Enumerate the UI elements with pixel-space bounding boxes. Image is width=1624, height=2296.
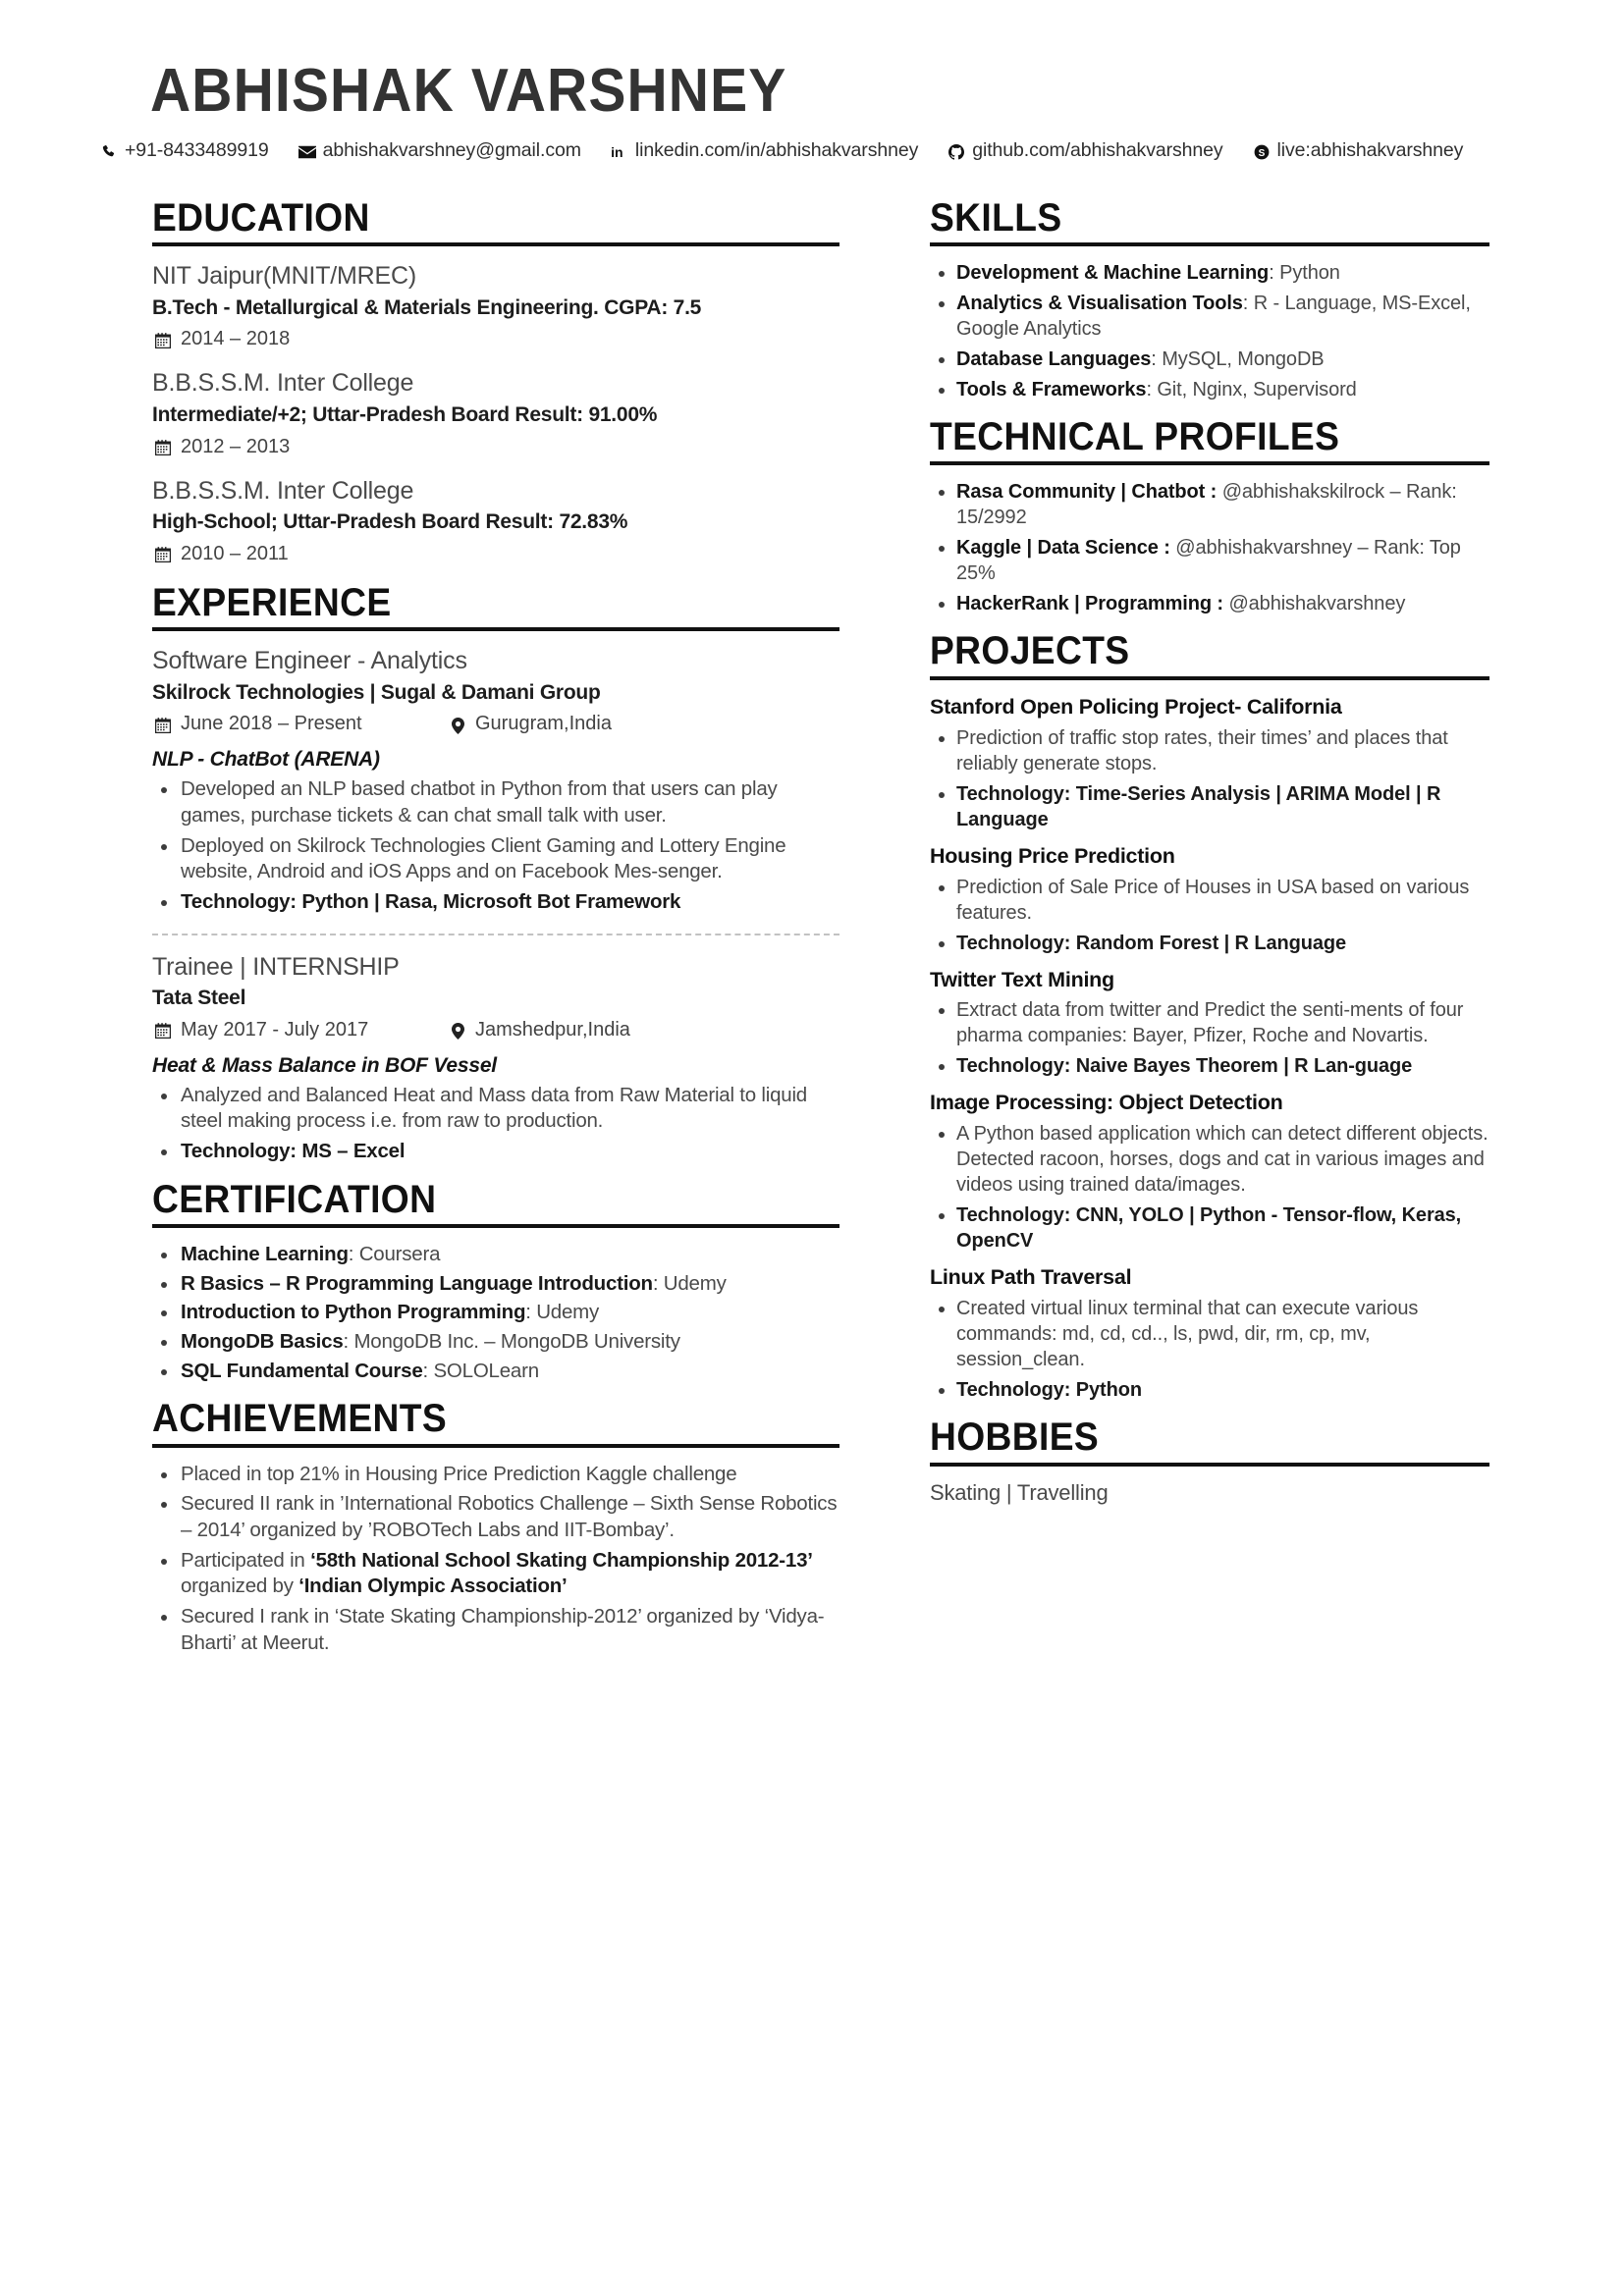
entry-meta <box>152 325 839 353</box>
degree-line: Intermediate/+2; Uttar-Pradesh Board Result: 91.00% <box>152 402 658 426</box>
date-text: June 2018 – Present <box>181 713 362 735</box>
contact-item[interactable] <box>609 137 918 166</box>
list-item: Development & Machine Learning: Python <box>930 260 1489 286</box>
project-title: Housing Price Prediction <box>930 843 1175 868</box>
list-item: MongoDB Basics: MongoDB Inc. – MongoDB University <box>152 1329 839 1356</box>
location-text: Gurugram,India <box>475 713 612 735</box>
list-item: Secured I rank in ‘State Skating Championship-2012’ organized by ‘Vidya-Bharti’ at Meerut. <box>152 1604 839 1656</box>
list-item-label: Analytics & Visualisation Tools <box>956 293 1243 315</box>
section-title-certification: CERTIFICATION <box>152 1177 437 1221</box>
list-item: Technology: MS – Excel <box>152 1139 839 1165</box>
section-education <box>152 197 839 568</box>
list-item: Extract data from twitter and Predict the senti-ments of four pharma companies: Bayer, Pfizer, Roche and Novartis. <box>930 997 1489 1048</box>
list-item: Rasa Community | Chatbot : @abhishakskilrock – Rank: 15/2992 <box>930 479 1489 530</box>
list-item: Technology: CNN, YOLO | Python - Tensor-flow, Keras, OpenCV <box>930 1202 1489 1254</box>
contact-item[interactable] <box>297 137 581 166</box>
phone-icon <box>98 138 120 166</box>
list-item-label: Kaggle | Data Science : <box>956 537 1170 560</box>
contact-item[interactable] <box>98 137 269 166</box>
degree-line: B.Tech - Metallurgical & Materials Engineering. CGPA: 7.5 <box>152 295 702 319</box>
project-bullets <box>930 997 1489 1079</box>
contact-text: github.com/abhishakvarshney <box>972 139 1223 161</box>
list-item: Created virtual linux terminal that can execute various commands: md, cd, cd.., ls, pwd, dir, rm, cp, mv, session_clean. <box>930 1296 1489 1372</box>
section-rule <box>930 242 1489 246</box>
section-achievements <box>152 1398 839 1656</box>
list-item-label: Database Languages <box>956 348 1152 371</box>
job-location <box>447 1016 839 1044</box>
date-range <box>152 540 447 568</box>
date-text: May 2017 - July 2017 <box>181 1018 369 1041</box>
list-item: Developed an NLP based chatbot in Python from that users can play games, purchase tickets & can chat small talk with user. <box>152 776 839 828</box>
section-technical-profiles <box>930 416 1489 616</box>
list-item-label: Rasa Community | Chatbot : <box>956 481 1218 504</box>
section-rule <box>930 461 1489 465</box>
right-column <box>930 184 1489 1508</box>
certification-list <box>152 1242 839 1384</box>
experience-entry <box>152 951 839 1165</box>
job-project-title: NLP - ChatBot (ARENA) <box>152 748 380 772</box>
education-entry <box>152 367 839 460</box>
list-item: Prediction of traffic stop rates, their times’ and places that reliably generate stops. <box>930 725 1489 776</box>
date-range <box>152 710 447 738</box>
list-item: Technology: Random Forest | R Language <box>930 931 1489 956</box>
list-item: Technology: Python | Rasa, Microsoft Bot Framework <box>152 889 839 916</box>
experience-entry <box>152 645 839 915</box>
list-item-label: Development & Machine Learning <box>956 262 1270 285</box>
experience-entries <box>152 645 839 1165</box>
list-item: Technology: Naive Bayes Theorem | R Lan-guage <box>930 1053 1489 1079</box>
section-experience <box>152 582 839 1165</box>
job-project-title: Heat & Mass Balance in BOF Vessel <box>152 1053 497 1077</box>
experience-divider <box>152 934 839 935</box>
envelope-icon <box>297 138 318 166</box>
project-bullets <box>930 1121 1489 1254</box>
list-item: SQL Fundamental Course: SOLOLearn <box>152 1359 839 1385</box>
list-item: Analytics & Visualisation Tools: R - Language, MS-Excel, Google Analytics <box>930 291 1489 342</box>
list-item-label: R Basics – R Programming Language Introduction <box>181 1271 653 1295</box>
entry-meta <box>152 710 839 738</box>
section-title-experience: EXPERIENCE <box>152 580 392 624</box>
job-company: Skilrock Technologies | Sugal & Damani Group <box>152 680 601 704</box>
project-title: Twitter Text Mining <box>930 967 1114 991</box>
skills-list <box>930 260 1489 402</box>
entry-meta <box>152 1016 839 1044</box>
resume-body <box>152 184 1531 1660</box>
hobbies-text: Skating | Travelling <box>930 1479 1109 1505</box>
list-item: R Basics – R Programming Language Introduction: Udemy <box>152 1271 839 1298</box>
school-name: NIT Jaipur(MNIT/MREC) <box>152 262 416 291</box>
section-title-achievements: ACHIEVEMENTS <box>152 1397 448 1441</box>
contact-text: live:abhishakvarshney <box>1276 139 1464 161</box>
list-item: Technology: Python <box>930 1377 1489 1403</box>
list-item: Prediction of Sale Price of Houses in USA based on various features. <box>930 875 1489 926</box>
section-title-skills: SKILLS <box>930 195 1062 240</box>
list-item: Placed in top 21% in Housing Price Prediction Kaggle challenge <box>152 1462 839 1488</box>
section-certification <box>152 1179 839 1385</box>
section-title-projects: PROJECTS <box>930 629 1130 673</box>
section-title-hobbies: HOBBIES <box>930 1415 1100 1460</box>
section-hobbies <box>930 1416 1489 1505</box>
emphasis-text: ‘Indian Olympic Association’ <box>298 1575 568 1598</box>
job-role: Trainee | INTERNSHIP <box>152 952 400 981</box>
section-title-technical-profiles: TECHNICAL PROFILES <box>930 415 1340 459</box>
job-company: Tata Steel <box>152 987 246 1010</box>
achievements-list <box>152 1462 839 1656</box>
education-entry <box>152 260 839 353</box>
school-name: B.B.S.S.M. Inter College <box>152 369 414 398</box>
linkedin-icon <box>609 138 630 166</box>
location-text: Jamshedpur,India <box>475 1018 630 1041</box>
section-rule <box>930 1463 1489 1467</box>
date-text: 2014 – 2018 <box>181 328 291 350</box>
list-item: Analyzed and Balanced Heat and Mass data from Raw Material to liquid steel making process i.e. from raw to production. <box>152 1083 839 1135</box>
list-item-label: Introduction to Python Programming <box>181 1301 526 1324</box>
project-title: Linux Path Traversal <box>930 1265 1132 1290</box>
date-range <box>152 1016 447 1044</box>
section-rule <box>152 627 839 631</box>
list-item: Technology: Time-Series Analysis | ARIMA Model | R Language <box>930 781 1489 832</box>
project-bullets <box>930 1296 1489 1403</box>
job-role: Software Engineer - Analytics <box>152 647 467 675</box>
degree-line: High-School; Uttar-Pradesh Board Result: 72.83% <box>152 510 628 534</box>
list-item: Participated in ‘58th National School Skating Championship 2012-13’ organized by ‘Indian Olympic Association’ <box>152 1548 839 1600</box>
calendar-icon <box>152 541 174 568</box>
page-title: ABHISHAK VARSHNEY <box>150 57 787 125</box>
section-rule <box>152 1224 839 1228</box>
calendar-icon <box>152 1017 174 1044</box>
section-rule <box>152 242 839 246</box>
emphasis-text: ‘58th National School Skating Championship 2012-13’ <box>310 1548 813 1572</box>
map-pin-icon <box>447 1017 468 1044</box>
github-icon <box>946 138 967 166</box>
calendar-icon <box>152 434 174 461</box>
education-entries <box>152 260 839 568</box>
map-pin-icon <box>447 711 468 738</box>
school-name: B.B.S.S.M. Inter College <box>152 476 414 505</box>
left-column <box>152 184 839 1660</box>
job-location <box>447 710 839 738</box>
entry-meta <box>152 433 839 461</box>
calendar-icon <box>152 711 174 738</box>
project-title: Image Processing: Object Detection <box>930 1091 1283 1115</box>
contact-text: +91-8433489919 <box>125 139 269 161</box>
list-item: Database Languages: MySQL, MongoDB <box>930 347 1489 372</box>
contact-item[interactable] <box>1251 137 1464 166</box>
list-item: A Python based application which can detect different objects. Detected racoon, horses, dogs and cat in various images and videos using trained data/images. <box>930 1121 1489 1198</box>
section-title-education: EDUCATION <box>152 195 370 240</box>
section-projects <box>930 630 1489 1403</box>
date-range <box>152 325 447 353</box>
svg-text:S: S <box>1258 147 1265 159</box>
contact-list <box>98 137 1531 166</box>
section-rule <box>152 1444 839 1448</box>
project-bullets <box>930 875 1489 956</box>
skype-icon <box>1251 138 1272 166</box>
section-skills <box>930 197 1489 402</box>
calendar-icon <box>152 326 174 353</box>
technical-profiles-list <box>930 479 1489 616</box>
project-bullets <box>930 725 1489 832</box>
list-item-label: HackerRank | Programming : <box>956 593 1223 615</box>
contact-text: abhishakvarshney@gmail.com <box>322 139 581 161</box>
job-bullets <box>152 1083 839 1165</box>
list-item-label: Tools & Frameworks <box>956 379 1147 401</box>
list-item-label: Machine Learning <box>181 1243 349 1266</box>
project-title: Stanford Open Policing Project- California <box>930 694 1342 719</box>
contact-text: linkedin.com/in/abhishakvarshney <box>634 139 919 161</box>
list-item: HackerRank | Programming : @abhishakvarshney <box>930 591 1489 616</box>
resume-header <box>125 0 1531 166</box>
list-item-label: MongoDB Basics <box>181 1330 344 1353</box>
list-item: Deployed on Skilrock Technologies Client Gaming and Lottery Engine website, Android and iOS Apps and on Facebook Mes-senger. <box>152 833 839 885</box>
job-bullets <box>152 776 839 915</box>
date-range <box>152 433 447 461</box>
list-item: Kaggle | Data Science : @abhishakvarshney – Rank: Top 25% <box>930 535 1489 586</box>
date-text: 2012 – 2013 <box>181 435 291 457</box>
list-item: Tools & Frameworks: Git, Nginx, Supervisord <box>930 377 1489 402</box>
projects-list <box>930 694 1489 1403</box>
contact-item[interactable] <box>946 137 1222 166</box>
svg-text:in: in <box>611 144 623 160</box>
list-item: Secured II rank in ’International Robotics Challenge – Sixth Sense Robotics – 2014’ organized by ’ROBOTech Labs and IIT-Bombay’. <box>152 1491 839 1543</box>
date-text: 2010 – 2011 <box>181 542 289 564</box>
list-item: Machine Learning: Coursera <box>152 1242 839 1268</box>
entry-meta <box>152 540 839 568</box>
list-item: Introduction to Python Programming: Udemy <box>152 1300 839 1326</box>
list-item-label: SQL Fundamental Course <box>181 1359 423 1382</box>
section-rule <box>930 676 1489 680</box>
education-entry <box>152 475 839 568</box>
